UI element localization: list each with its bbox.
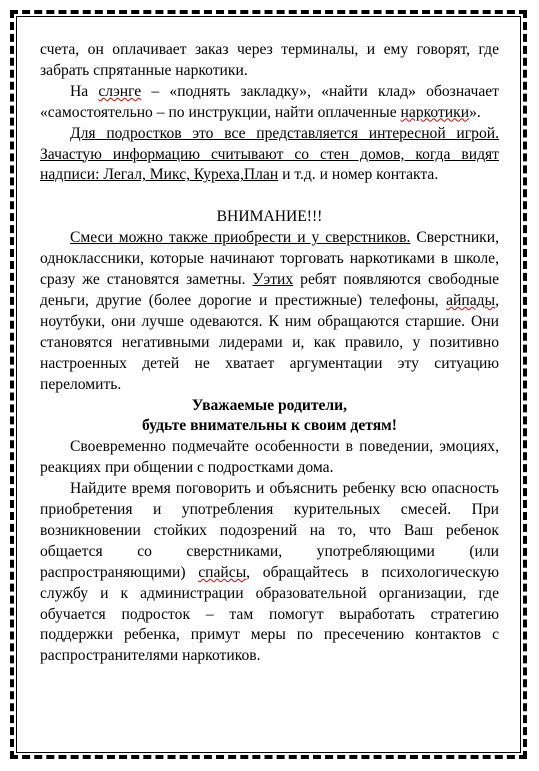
peers-text-a: Сверстники, одноклассники, которые начинают торговать наркотиками в школе, сразу же становятся заметны. bbox=[40, 229, 499, 289]
paragraph-advice bbox=[40, 479, 499, 667]
paragraph-game bbox=[40, 124, 499, 187]
spice-word: спайсы bbox=[198, 563, 247, 581]
document-body bbox=[40, 40, 499, 667]
slang-text-a: На bbox=[70, 82, 99, 100]
game-rest-text: и т.д. и номер контакта. bbox=[278, 166, 439, 184]
paragraph-peers bbox=[40, 228, 499, 395]
game-underlined-text: Для подростков это все представляется интересной игрой. Зачастую информацию считывают со стен домов, когда видят надписи: Легал, Микс, Куреха,План bbox=[40, 124, 499, 184]
slang-text-c: ». bbox=[469, 103, 481, 121]
ipads-word: айпады bbox=[446, 291, 496, 309]
peers-underlined-word: Уэтих bbox=[252, 271, 294, 289]
paragraph-notice: Своевременно подмечайте особенности в поведении, эмоциях, реакциях при общении с подростками дома. bbox=[40, 438, 499, 477]
slang-text-b: – «поднять закладку», «найти клад» обозначает «самостоятельно – по инструкции, найти оплаченные bbox=[40, 82, 499, 121]
narcotics-word: наркотики bbox=[400, 103, 470, 121]
advice-text-b: , обращайтесь в психологическую службу и к администрации образовательной организации, где обучается подросток – там помогут выработать стратегию поддержки ребенка, примут меры по пресечению контактов с распространителями наркотиков. bbox=[40, 563, 499, 665]
peers-underlined-text: Смеси можно также приобрести и у сверстников. bbox=[70, 229, 411, 247]
paragraph-1: счета, он оплачивает заказ через терминалы, и ему говорят, где забрать спрятанные наркотики. bbox=[40, 41, 499, 79]
spacer bbox=[40, 186, 499, 207]
parents-heading-line-2: будьте внимательны к своим детям! bbox=[142, 417, 397, 435]
attention-heading: ВНИМАНИЕ!!! bbox=[216, 208, 323, 226]
paragraph-slang bbox=[40, 82, 499, 124]
peers-text-b: ребят появляются свободные деньги, другие (более дорогие и престижные) телефоны, bbox=[40, 271, 499, 309]
parents-heading-line-1: Уважаемые родители, bbox=[191, 396, 348, 414]
peers-text-c: , ноутбуки, они лучше одеваются. К ним обращаются старшие. Они становятся негативными лидерами и, как правило, у позитивно настроенных детей не хватает аргументации эту ситуацию переломить. bbox=[40, 291, 499, 393]
advice-text-a: Найдите время поговорить и объяснить ребенку всю опасность приобретения и употребления курительных смесей. При возникновении стойких подозрений на то, что Ваш ребенок общается со сверстниками, употребляющими (или распространяющими) bbox=[40, 480, 499, 581]
slang-word: слэнге bbox=[98, 82, 142, 100]
